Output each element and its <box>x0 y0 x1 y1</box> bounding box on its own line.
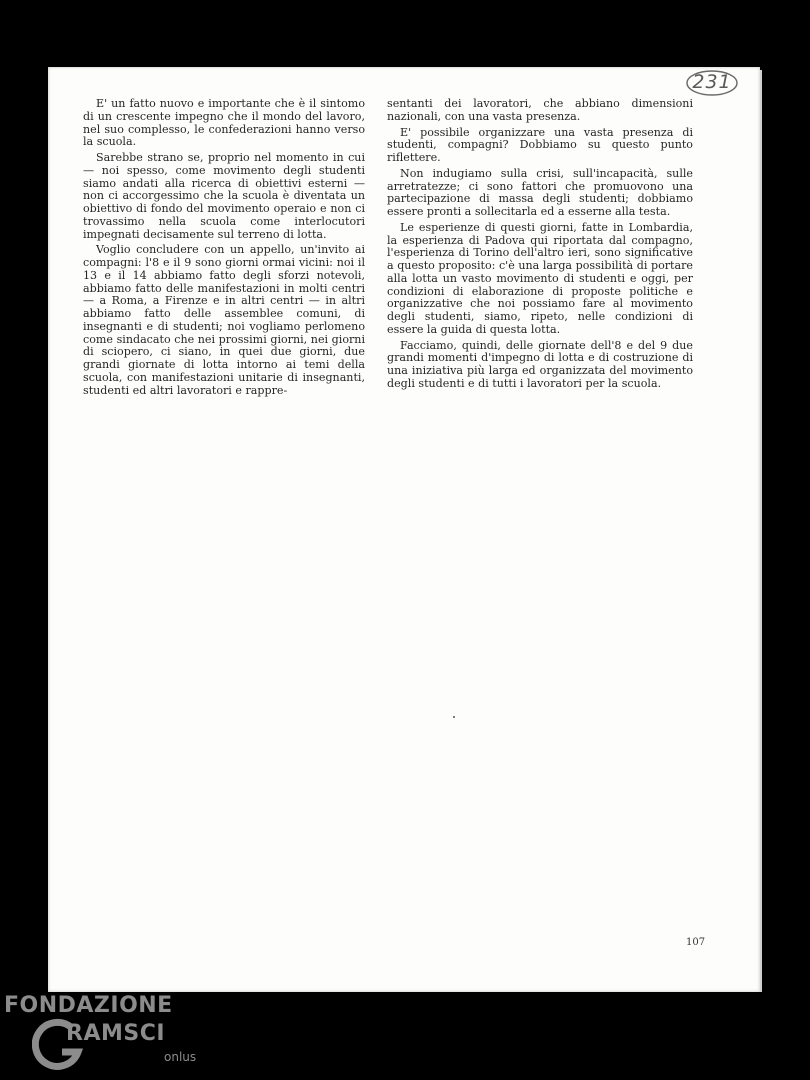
fondazione-gramsci-logo <box>4 993 200 1075</box>
paragraph: Facciamo, quindi, delle giornate dell'8 e del 9 due grandi momenti d'impegno di lotta e di costruzione di una iniziativa più larga ed organizzata del movimento degli studenti e di tutti i lavoratori per la scuola. <box>387 338 693 390</box>
document-page <box>48 67 760 992</box>
logo-line-1: FONDAZIONE <box>4 993 173 1018</box>
paragraph: Le esperienze di questi giorni, fatte in Lombardia, la esperienza di Padova qui riportata dal compagno, l'esperienza di Torino dell'altro ieri, sono significative a questo proposito: c'è una larga possibilità di portare alla lotta un vasto movimento di studenti e oggi, per condizioni di elaborazione di proposte politiche e organizzative che noi possiamo fare al movimento degli studenti, siamo, ripeto, nelle condizioni di essere la guida di questa lotta. <box>387 220 693 336</box>
scan-speck <box>453 716 455 718</box>
paragraph: Voglio concludere con un appello, un'invito ai compagni: l'8 e il 9 sono giorni ormai vicini: noi il 13 e il 14 abbiamo fatto degli sforzi notevoli, abbiamo fatto delle manifestazioni in molti centri — a Roma, a Firenze e in altri centri — in altri abbiamo fatto delle assemblee comuni, di insegnanti e di studenti; noi vogliamo perlomeno come sindacato che nei prossimi giorni, nei giorni di sciopero, ci siano, in quei due giorni, due grandi giornate di lotta intorno ai temi della scuola, con manifestazioni unitarie di insegnanti, studenti ed altri lavoratori e rappre- <box>83 243 365 397</box>
left-column <box>83 98 365 400</box>
page-stamp <box>685 69 739 97</box>
page-stamp-number: 231 <box>692 71 732 93</box>
logo-line-3: onlus <box>164 1050 197 1064</box>
paragraph: E' possibile organizzare una vasta presenza di studenti, compagni? Dobbiamo su questo punto riflettere. <box>387 125 693 164</box>
paragraph: Non indugiamo sulla crisi, sull'incapacità, sulle arretratezze; ci sono fattori che promuovono una partecipazione di massa degli studenti; dobbiamo essere pronti a sollecitarla ed a esserne alla testa. <box>387 166 693 218</box>
paragraph: Sarebbe strano se, proprio nel momento in cui — noi spesso, come movimento degli studenti siamo andati alla ricerca di obiettivi esterni — non ci accorgessimo che la scuola è diventata un obiettivo di fondo del movimento operaio e non ci trovassimo nella scuola come interlocutori impegnati decisamente sul terreno di lotta. <box>83 151 365 241</box>
logo-line-2: RAMSCI <box>66 1021 166 1046</box>
paragraph: E' un fatto nuovo e importante che è il sintomo di un crescente impegno che il mondo del lavoro, nel suo complesso, le confederazioni hanno verso la scuola. <box>83 97 365 149</box>
paragraph-continuation: sentanti dei lavoratori, che abbiano dimensioni nazionali, con una vasta presenza. <box>387 97 693 123</box>
page-number: 107 <box>686 937 706 948</box>
right-column <box>387 98 693 394</box>
